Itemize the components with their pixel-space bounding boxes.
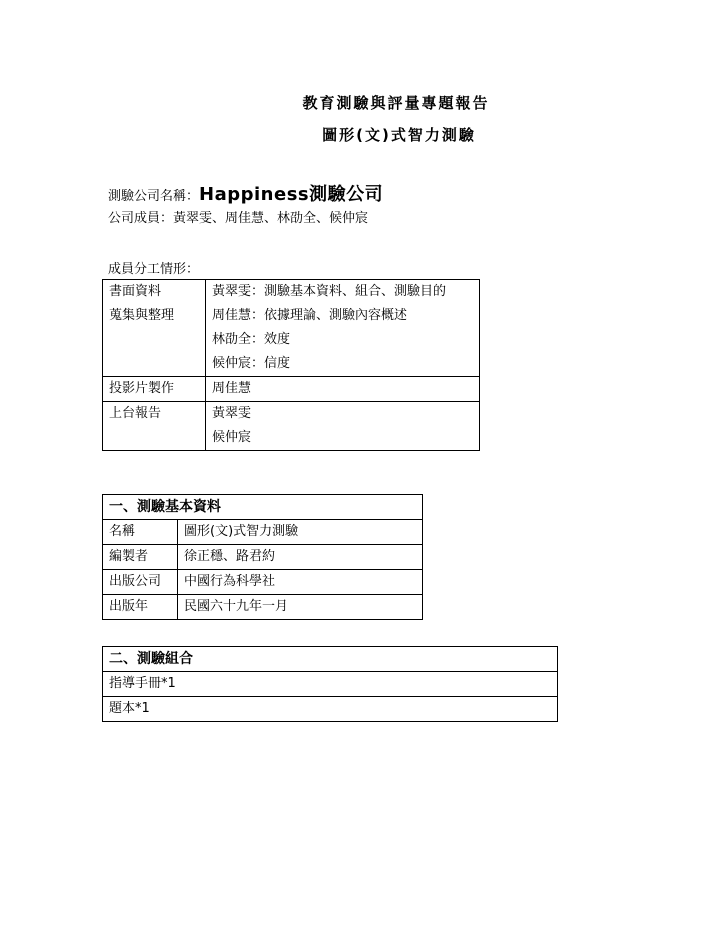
info-label: 名稱	[103, 520, 178, 545]
members-label: 公司成員：	[108, 211, 174, 226]
company-label: 測驗公司名稱：	[108, 189, 200, 204]
people-cell	[206, 280, 480, 377]
table-header-row	[103, 647, 558, 672]
members-line	[108, 207, 368, 226]
info-label: 編製者	[103, 545, 178, 570]
test-title: 圖形(文)式智力測驗	[322, 126, 476, 144]
info-label: 出版公司	[103, 570, 178, 595]
info-value: 圖形(文)式智力測驗	[178, 520, 423, 545]
assignment: 候仲宸	[212, 430, 252, 445]
composition-item: 指導手冊*1	[103, 672, 558, 697]
task-label: 書面資料	[109, 284, 162, 299]
table-row	[103, 545, 423, 570]
task-cell	[103, 280, 206, 377]
task-label: 蒐集與整理	[109, 308, 175, 323]
members-list: 黃翠雯、周佳慧、林劭全、候仲宸	[173, 211, 369, 226]
info-label: 出版年	[103, 595, 178, 620]
task-cell: 上台報告	[103, 402, 206, 451]
table-row	[103, 280, 480, 377]
table-row	[103, 672, 558, 697]
table-row	[103, 697, 558, 722]
info-value: 徐正穩、路君約	[178, 545, 423, 570]
assignment: 黃翠雯	[212, 406, 252, 421]
table-row	[103, 520, 423, 545]
section-heading: 二、測驗組合	[103, 647, 558, 672]
division-table	[102, 279, 480, 451]
table-header-row	[103, 495, 423, 520]
assignment: 候仲宸：信度	[212, 356, 291, 371]
table-row	[103, 595, 423, 620]
assignment: 林劭全：效度	[212, 332, 291, 347]
company-line	[108, 180, 383, 206]
table-row	[103, 377, 480, 402]
report-title: 教育測驗與評量專題報告	[302, 94, 490, 112]
section-heading: 一、測驗基本資料	[103, 495, 423, 520]
basic-info-table	[102, 494, 423, 620]
assignment: 周佳慧：依據理論、測驗內容概述	[212, 308, 408, 323]
info-value: 民國六十九年一月	[178, 595, 423, 620]
composition-table	[102, 646, 558, 722]
composition-item: 題本*1	[103, 697, 558, 722]
table-row	[103, 570, 423, 595]
division-label: 成員分工情形：	[108, 262, 200, 277]
info-value: 中國行為科學社	[178, 570, 423, 595]
table-row	[103, 402, 480, 451]
people-cell: 周佳慧	[206, 377, 480, 402]
people-cell	[206, 402, 480, 451]
task-cell: 投影片製作	[103, 377, 206, 402]
company-name: Happiness測驗公司	[199, 184, 384, 205]
assignment: 黃翠雯：測驗基本資料、組合、測驗目的	[212, 284, 447, 299]
